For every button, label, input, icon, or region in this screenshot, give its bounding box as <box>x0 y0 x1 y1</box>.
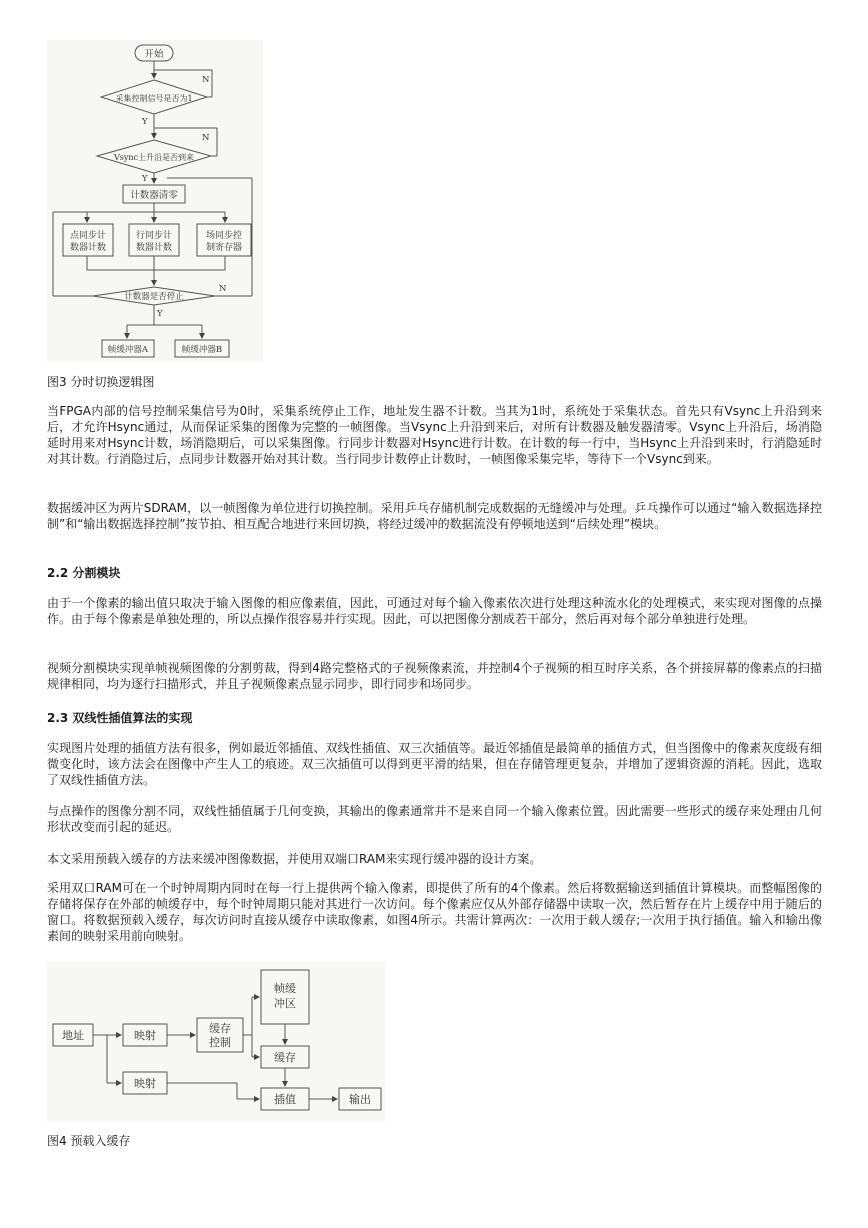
address-label: 地址 <box>62 1029 84 1042</box>
counter-clear-label: 计数器清零 <box>130 190 178 201</box>
q3-label: 计数器是否停止 <box>124 292 184 302</box>
interp-label: 插值 <box>274 1093 296 1106</box>
q2-label: Vsync上升沿是否到来 <box>113 153 195 162</box>
figure-3-flowchart <box>47 40 263 362</box>
map-label-2: 映射 <box>134 1077 156 1090</box>
flowchart-svg <box>47 40 263 362</box>
paragraph-6: 与点操作的图像分割不同，双线性插值属于几何变换，其输出的像素通常并不是来自同一个输入像素位置。因此需要一些形式的缓存来处理由几何形状改变而引起的延迟。 <box>47 804 822 834</box>
paragraph-8: 采用双口RAM可在一个时钟周期内同时在每一行上提供两个输入像素，即提供了所有的4个像素。然后将数据输送到插值计算模块。而整幅图像的存储将保存在外部的帧缓存中，每个时钟周期只能对其进行一次访问。每个像素应仅从外部存储器中读取一次，然后暂存在片上缓存中用于随后的窗口。将数据预载入缓存，每次访问时直接从缓存中读取像素，如图4所示。共需计算两次：一次用于载人缓存;一次用于执行插值。输入和输出像素间的映射采用前向映射。 <box>47 881 822 943</box>
box2-line2: 数器计数 <box>135 243 173 253</box>
buffer-a-label: 帧缓冲器A <box>107 345 149 355</box>
figure-4-diagram <box>47 962 385 1122</box>
frame-buffer-line2: 冲区 <box>274 997 296 1010</box>
no-label-3: N <box>219 284 227 294</box>
heading-2-2: 2.2 分割模块 <box>47 566 121 580</box>
cache-control-line2: 控制 <box>209 1036 231 1049</box>
box2-line1: 行同步计 <box>135 231 173 241</box>
cache-label: 缓存 <box>274 1051 296 1064</box>
yes-label-2: Y <box>142 174 148 184</box>
figure-3-caption: 图3 分时切换逻辑图 <box>47 375 155 389</box>
figure-4-caption: 图4 预载入缓存 <box>47 1134 131 1148</box>
frame-buffer-line1: 帧缓 <box>274 982 296 995</box>
paragraph-2: 数据缓冲区为两片SDRAM，以一帧图像为单位进行切换控制。采用乒乓存储机制完成数据的无缝缓冲与处理。乒乓操作可以通过“输入数据选择控制”和“输出数据选择控制”按节拍、相互配合地进行来回切换，将经过缓冲的数据流没有停顿地送到“后续处理”模块。 <box>47 501 822 531</box>
yes-label-1: Y <box>142 117 148 127</box>
box1-line2: 数器计数 <box>69 243 107 253</box>
paragraph-3: 由于一个像素的输出值只取决于输入图像的相应像素值，因此，可通过对每个输入像素依次进行处理这种流水化的处理模式，来实现对图像的点操作。由于每个像素是单独处理的，所以点操作很容易并行实现。因此，可以把图像分割成若干部分，然后再对每个部分单独进行处理。 <box>47 596 822 626</box>
cache-control-line1: 缓存 <box>209 1022 231 1035</box>
paragraph-4: 视频分割模块实现单帧视频图像的分割剪裁，得到4路完整格式的子视频像素流，并控制4个子视频的相互时序关系，各个拼接屏幕的像素点的扫描规律相同，均为逐行扫描形式，并且子视频像素点显示同步，即行同步和场同步。 <box>47 661 822 691</box>
box3-line1: 场同步控 <box>205 231 243 241</box>
box1-line1: 点同步计 <box>69 231 107 241</box>
no-label-1: N <box>202 75 210 85</box>
map-label-1: 映射 <box>134 1029 156 1042</box>
cache-diagram-svg <box>47 962 385 1122</box>
heading-2-3: 2.3 双线性插值算法的实现 <box>47 711 193 725</box>
output-label: 输出 <box>349 1093 371 1106</box>
yes-label-3: Y <box>157 309 163 319</box>
no-label-2: N <box>202 133 210 143</box>
paragraph-1: 当FPGA内部的信号控制采集信号为0时，采集系统停止工作，地址发生器不计数。当其为1时，系统处于采集状态。首先只有Vsync上升沿到来后，才允许Hsync通过，从而保证采集的图像为完整的一帧图像。当Vsync上升沿到来后，对所有计数器及触发器清零。Vsync上升沿后，场消隐延时用来对Hsync计数，场消隐期后，可以采集图像。行同步计数器对Hsync进行计数。在计数的每一行中，当Hsync上升沿到来时，行消隐延时对其计数。行消隐过后，点同步计数器开始对其计数。当行同步计数停止计数时，一帧图像采集完毕，等待下一个Vsync到来。 <box>47 404 822 466</box>
paragraph-5: 实现图片处理的插值方法有很多，例如最近邻插值、双线性插值、双三次插值等。最近邻插值是最简单的插值方式，但当图像中的像素灰度级有细微变化时，该方法会在图像中产生人工的痕迹。双三次插值可以得到更平滑的结果，但在存储管理更复杂，并增加了逻辑资源的消耗。因此，选取了双线性插值方法。 <box>47 741 822 787</box>
paragraph-7: 本文采用预载入缓存的方法来缓冲图像数据，并使用双端口RAM来实现行缓冲器的设计方案。 <box>47 852 542 866</box>
start-label: 开始 <box>144 49 164 60</box>
q1-label: 采集控制信号是否为1 <box>115 94 193 103</box>
buffer-b-label: 帧缓冲器B <box>181 345 223 355</box>
box3-line2: 制寄存器 <box>205 243 243 253</box>
